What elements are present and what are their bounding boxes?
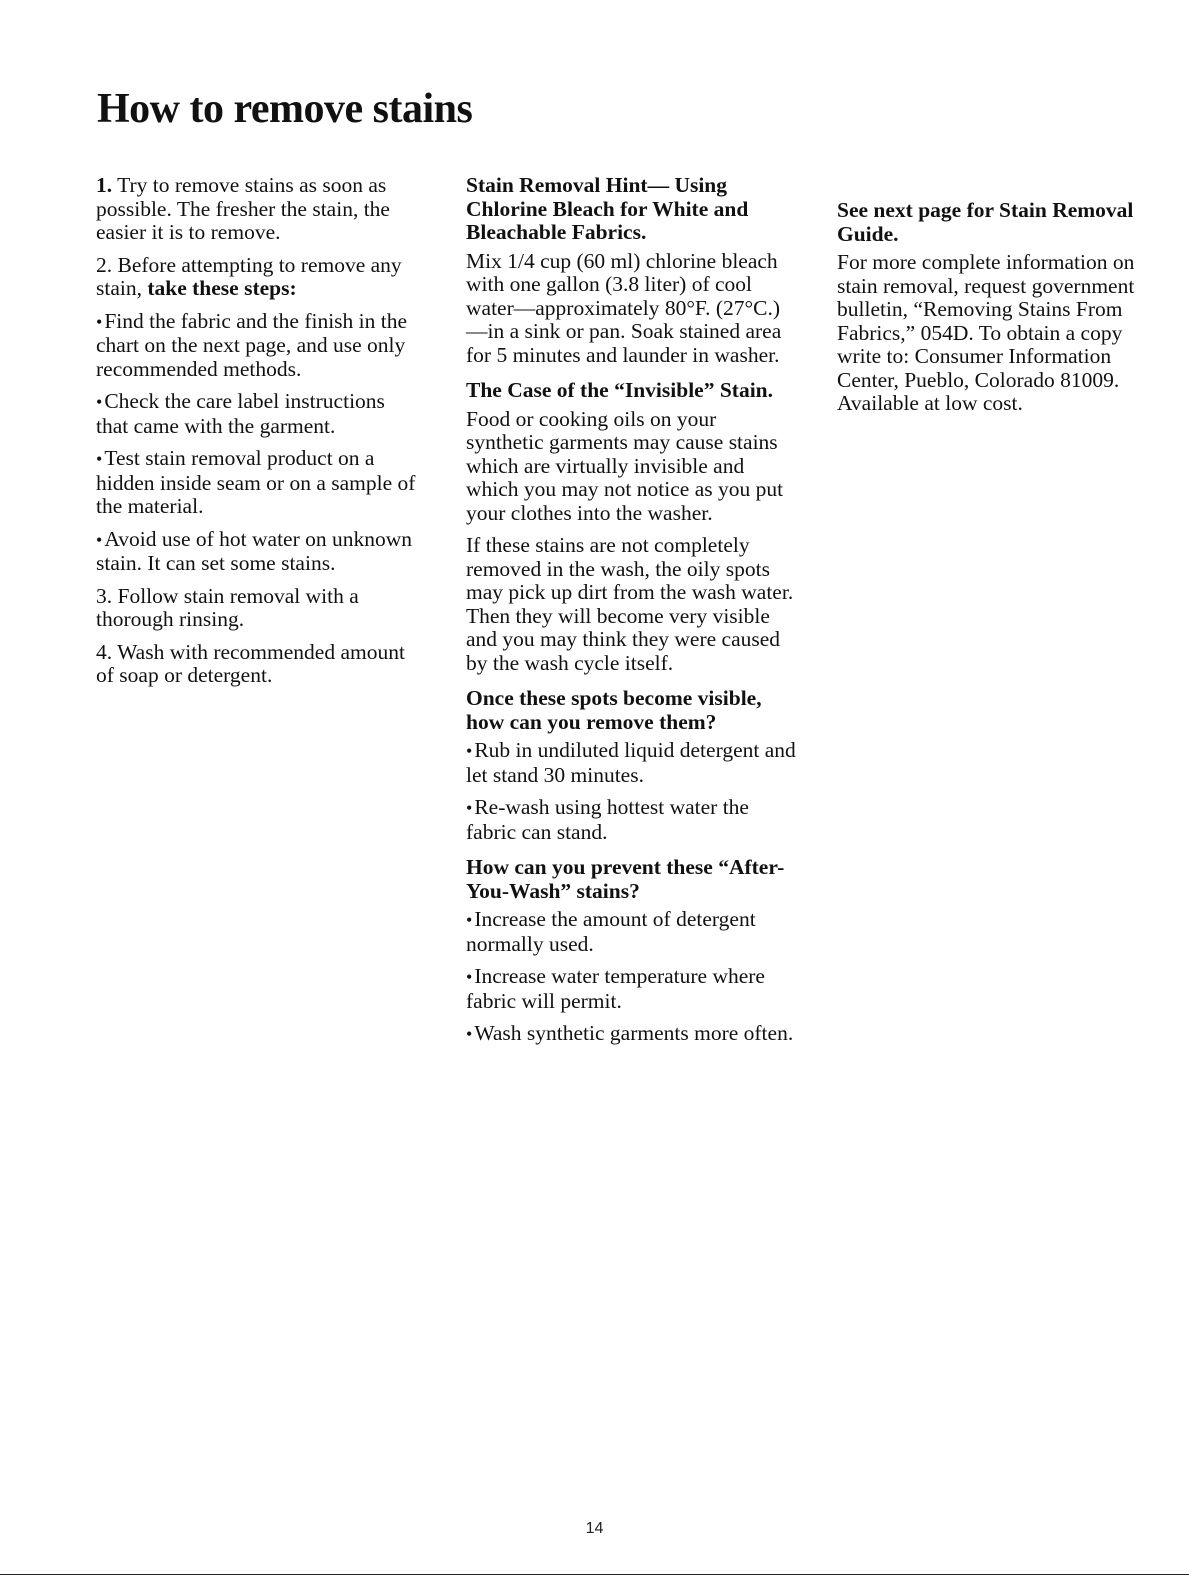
prevent-stains-heading: How can you prevent these “After-You-Wash” stains? [466,855,785,903]
page-title: How to remove stains [97,86,473,132]
bullet-wash-more-often-text: Wash synthetic garments more often. [474,1021,794,1045]
step-3-paragraph: 3. Follow stain removal with a thorough rinsing. [96,583,359,631]
bullet-rewash [466,796,796,844]
bleach-hint-heading: Stain Removal Hint— Using Chlorine Bleach for White and Bleachable Fabrics. [466,173,749,244]
bullet-avoid-hot-water-text: Avoid use of hot water on unknown stain. It can set some stains. [96,526,413,575]
bullet-find-fabric [96,310,416,382]
bullet-rub-detergent-text: Rub in undiluted liquid detergent and let stand 30 minutes. [466,738,796,787]
left-column [96,174,416,697]
bullet-find-fabric-text: Find the fabric and the finish in the chart on the next page, and use only recommended methods. [96,308,408,381]
step-4-paragraph: 4. Wash with recommended amount of soap or detergent. [96,639,405,687]
step-1-paragraph [96,174,416,245]
bleach-text-e: a sink or pan. Soak stained area for 5 minutes and launder in washer. [466,319,782,367]
bleach-fraction: 1/4 [507,248,535,273]
more-information-paragraph [837,251,1155,416]
stain-guide-heading: See next page for Stain Removal Guide. [837,198,1134,246]
bleach-hint-paragraph [466,250,796,368]
bottom-divider [0,1574,1189,1575]
bullet-wash-more-often [466,1022,796,1047]
bullet-increase-temperature-text: Increase water temperature where fabric will permit. [466,964,765,1013]
bleach-text-a: Mix [466,248,508,273]
bleach-temperature: 80°F. (27°C.)—in [466,295,781,343]
bullet-check-label-text: Check the care label instructions that came with the garment. [96,389,385,438]
bleach-text-c: cup (60 ml) chlorine bleach with one gallon (3.8 liter) of cool water—approximately [466,248,778,320]
bullet-increase-detergent [466,908,796,956]
bullet-rewash-bold: Re-wash [474,795,550,819]
bullet-increase-temperature [466,965,796,1013]
middle-column [466,174,796,1056]
bullet-test-product-text: Test stain removal product on a hidden inside seam or on a sample of the material. [96,446,416,518]
step-2-bold: take these steps: [147,276,297,300]
invisible-stain-heading: The Case of the “Invisible” Stain. [466,378,774,402]
bullet-rewash-text: using hottest water the fabric can stand. [466,795,749,844]
step-1-text: Try to remove stains as soon as possible. The fresher the stain, the easier it is to remove. [96,173,390,244]
invisible-stain-paragraph-1: Food or cooking oils on your synthetic garments may cause stains which are virtually invisible and which you may not notice as you put your clothes into the washer. [466,406,784,525]
step-2-text: 2. Before attempting to remove any stain, [96,252,402,300]
bullet-check-label [96,390,416,438]
remove-spots-heading: Once these spots become visible, how can you remove them? [466,686,762,734]
bullet-avoid-hot-water [96,528,416,576]
invisible-stain-paragraph-2: If these stains are not completely removed in the wash, the oily spots may pick up dirt from the wash water. Then they will become very visible and you may think they were caused by the wash cycle itself. [466,533,794,675]
bulletin-code: Fabrics,” 054D. [837,320,974,345]
bullet-increase-detergent-text: Increase the amount of detergent normally used. [466,907,756,956]
step-2-paragraph [96,254,416,301]
more-info-text-c: To obtain a copy write to: Consumer Information Center, Pueblo, Colorado 81009. Available at low cost. [837,320,1123,415]
bullet-rub-detergent [466,739,796,787]
right-column [837,199,1155,425]
bullet-test-product [96,447,416,519]
more-info-text-a: For more complete information on stain removal, request government bulletin, “Removing Stains From [837,250,1135,321]
step-1-number: 1. [96,173,113,197]
page-number: 14 [585,1520,604,1537]
